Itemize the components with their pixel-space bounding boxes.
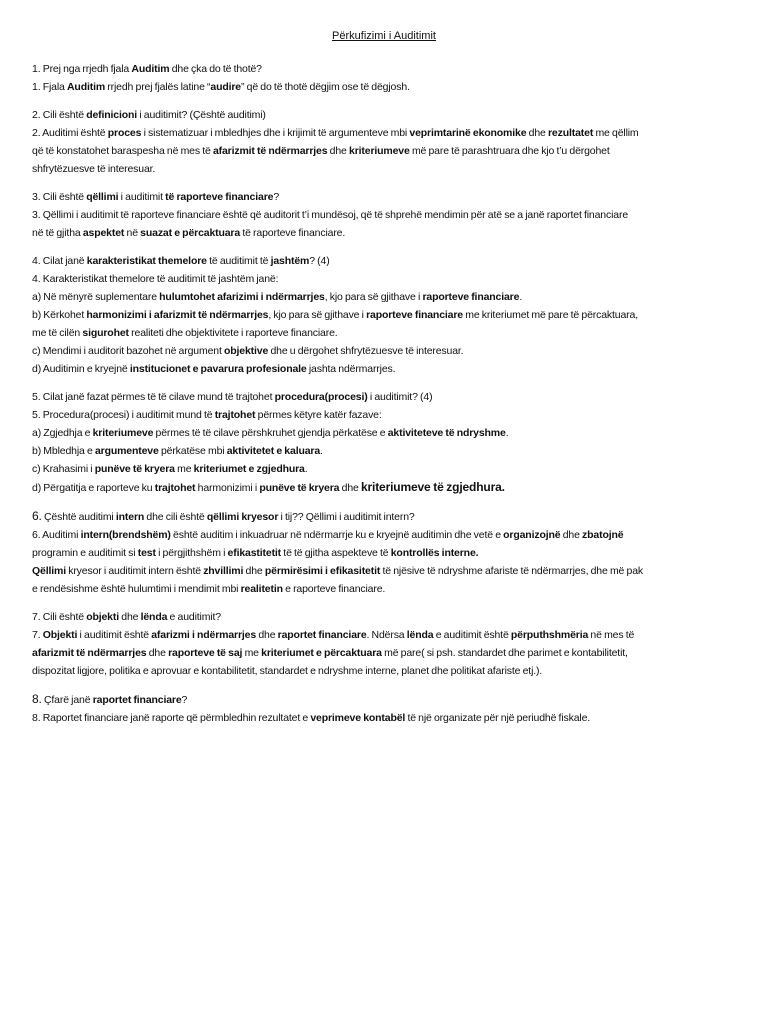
answer-line — [32, 526, 744, 544]
bold-term: aspektet — [82, 227, 125, 239]
question-line — [32, 388, 744, 406]
text-run: ? — [273, 191, 280, 203]
text-run: 3. Cili është — [32, 191, 87, 203]
answer-line — [32, 662, 744, 680]
text-run: 3. Qëllimi i auditimit të raporteve financiare është që auditorit t’i mundësoj, që të shprehë mendimin për atë se a janë raportet financiare — [32, 209, 629, 221]
bold-term: lënda — [140, 611, 168, 623]
text-run: 2. Auditimi është — [32, 127, 108, 139]
text-run: 7. — [32, 629, 43, 641]
text-run: . — [304, 463, 308, 475]
text-run: i auditimit është — [77, 629, 152, 641]
text-run: dhe — [339, 482, 361, 494]
text-run: dhe çka do të thotë? — [169, 63, 262, 75]
text-run: e auditimit? — [167, 611, 221, 623]
bold-term: definicioni — [86, 109, 138, 121]
bold-term: përmirësimi i efikasitetit — [264, 565, 381, 577]
bold-term: argumenteve — [94, 445, 159, 457]
text-run: 4. Karakteristikat themelore të auditimit të jashtëm janë: — [32, 273, 279, 285]
text-run: dhe — [118, 611, 141, 623]
bold-term: efikastitetit — [227, 547, 282, 559]
bold-term: përputhshmëria — [510, 629, 589, 641]
bold-term: raportet financiare — [277, 629, 367, 641]
text-run: 4. Cilat janë — [32, 255, 87, 267]
text-run: 6. — [32, 509, 42, 523]
bold-term: intern — [115, 511, 145, 523]
text-run: 7. Cili është — [32, 611, 87, 623]
text-run: shfrytëzuesve të interesuar. — [32, 163, 156, 175]
question-line — [32, 608, 744, 626]
text-run: programin e auditimit si — [32, 547, 138, 559]
text-run: dhe u dërgohet shfrytëzuesve të interesuar. — [268, 345, 464, 357]
text-run: i sistematizuar i mbledhjes dhe i krijimit të argumenteve mbi — [141, 127, 410, 139]
answer-line — [32, 124, 744, 142]
text-run: të auditimit të — [206, 255, 271, 267]
text-run: 5. Procedura(procesi) i auditimit mund të — [32, 409, 215, 421]
text-run: përkatëse mbi — [158, 445, 227, 457]
text-run: d) Auditimin e kryejnë — [32, 363, 130, 375]
text-run: në të gjitha — [32, 227, 83, 239]
answer-line — [32, 324, 744, 342]
text-run: që të konstatohet baraspesha në mes të — [32, 145, 213, 157]
text-run: ? (4) — [309, 255, 330, 267]
answer-line — [32, 424, 744, 442]
bold-term: sigurohet — [82, 327, 129, 339]
text-run: të njësive të ndryshme afariste të ndërmarrjes, dhe më pak — [380, 565, 643, 577]
qa-section — [32, 388, 744, 497]
text-run: . Ndërsa — [366, 629, 407, 641]
text-run: a) Zgjedhja e — [32, 427, 93, 439]
bold-term: raportet financiare — [92, 694, 182, 706]
answer-line — [32, 544, 744, 562]
qa-section — [32, 106, 744, 178]
text-run: c) Krahasimi i — [32, 463, 95, 475]
answer-line — [32, 160, 744, 178]
bold-term: proces — [107, 127, 142, 139]
bold-term: Qëllimi — [32, 565, 66, 577]
text-run: përmes këtyre katër fazave: — [255, 409, 382, 421]
bold-term: trajtohet — [214, 409, 256, 421]
text-run: me kriteriumet më pare të përcaktuara, — [462, 309, 638, 321]
text-run: a) Në mënyrë suplementare — [32, 291, 160, 303]
text-run: 2. Cili është — [32, 109, 87, 121]
text-run: 1. Fjala — [32, 81, 67, 93]
text-run: rrjedh prej fjalës latine “ — [105, 81, 211, 93]
answer-line — [32, 442, 744, 460]
bold-term: kriteriumeve — [92, 427, 154, 439]
bold-term: rezultatet — [548, 127, 594, 139]
bold-term: punëve të kryera — [259, 482, 340, 494]
bold-term: jashtëm — [270, 255, 310, 267]
text-run: e raporteve financiare. — [282, 583, 386, 595]
bold-term: audire — [210, 81, 242, 93]
answer-line — [32, 78, 744, 96]
text-run: , kjo para së gjithave i — [324, 291, 423, 303]
text-run: dhe — [243, 565, 265, 577]
qa-section — [32, 60, 744, 96]
bold-term: test — [137, 547, 156, 559]
question-line — [32, 690, 744, 709]
bold-term: intern(brendshëm) — [80, 529, 171, 541]
bold-term: Auditim — [131, 63, 170, 75]
answer-line — [32, 562, 744, 580]
document-body — [32, 60, 744, 737]
bold-term: aktivitetet e kaluara — [226, 445, 321, 457]
text-run: të raporteve financiare. — [240, 227, 346, 239]
bold-term: karakteristikat themelore — [86, 255, 207, 267]
text-run: në — [124, 227, 141, 239]
text-run: Çështë auditimi — [41, 511, 116, 523]
bold-term: raporteve të saj — [168, 647, 243, 659]
text-run: dhe — [327, 145, 350, 157]
text-run: i auditimit? (Çështë auditimi) — [137, 109, 266, 121]
answer-line — [32, 342, 744, 360]
text-run: 8. — [32, 692, 42, 706]
answer-line — [32, 360, 744, 378]
bold-term: qëllimi kryesor — [206, 511, 279, 523]
question-line — [32, 60, 744, 78]
bold-term: raporteve financiare — [366, 309, 463, 321]
bold-term: afarizmit të ndërmarrjes — [212, 145, 328, 157]
bold-term: Auditim — [67, 81, 106, 93]
bold-term: trajtohet — [154, 482, 196, 494]
text-run: kryesor i auditimit intern është — [65, 565, 204, 577]
bold-term: realitetin — [240, 583, 283, 595]
text-run: e rendësishme është hulumtimi i mendimit mbi — [32, 583, 241, 595]
text-run: përmes të të cilave përshkruhet gjendja përkatëse e — [153, 427, 388, 439]
text-run: me qëllim — [593, 127, 639, 139]
text-run: 1. Prej nga rrjedh fjala — [32, 63, 132, 75]
bold-term: afarizmit të ndërmarrjes — [32, 647, 147, 659]
answer-line — [32, 460, 744, 478]
bold-term: objektive — [224, 345, 269, 357]
qa-section — [32, 188, 744, 242]
answer-line — [32, 709, 744, 727]
text-run: më pare( si psh. standardet dhe parimet e kontabilitetit, — [381, 647, 628, 659]
text-run: i tij?? Qëllimi i auditimit intern? — [278, 511, 415, 523]
qa-section — [32, 252, 744, 378]
text-run: dhe — [146, 647, 169, 659]
text-run: i përgjithshëm i — [155, 547, 228, 559]
text-run: harmonizimi i — [195, 482, 260, 494]
bold-term: organizojnë — [503, 529, 561, 541]
question-line — [32, 106, 744, 124]
answer-line — [32, 306, 744, 324]
bold-term: zhvillimi — [203, 565, 244, 577]
answer-line — [32, 270, 744, 288]
text-run: i auditimit? (4) — [367, 391, 433, 403]
text-run: b) Kërkohet — [32, 309, 87, 321]
bold-term: kriteriumeve të zgjedhura. — [360, 480, 505, 494]
bold-term: harmonizimi i afarizmit të ndërmarrjes — [86, 309, 269, 321]
text-run: . — [320, 445, 323, 457]
bold-term: lënda — [406, 629, 434, 641]
text-run: në mes të — [588, 629, 635, 641]
answer-line — [32, 224, 744, 242]
bold-term: institucionet e pavarura profesionale — [129, 363, 307, 375]
bold-term: kriteriumet e përcaktuara — [261, 647, 382, 659]
bold-term: aktiviteteve të ndryshme — [387, 427, 506, 439]
bold-term: kontrollës interne. — [390, 547, 479, 559]
answer-line — [32, 644, 744, 662]
text-run: të një organizate për një periudhë fiskale. — [405, 712, 591, 724]
bold-term: objekti — [86, 611, 119, 623]
text-run: 8. Raportet financiare janë raporte që përmbledhin rezultatet e — [32, 712, 311, 724]
bold-term: veprimeve kontabël — [310, 712, 406, 724]
answer-line — [32, 206, 744, 224]
answer-line — [32, 288, 744, 306]
text-run: Çfarë janë — [41, 694, 93, 706]
text-run: i auditimit — [118, 191, 166, 203]
text-run: me të cilën — [32, 327, 83, 339]
text-run: e auditimit është — [433, 629, 511, 641]
qa-section — [32, 507, 744, 598]
text-run: dhe cili është — [144, 511, 207, 523]
question-line — [32, 188, 744, 206]
text-run: . — [505, 427, 509, 439]
text-run: ” që do të thotë dëgjim ose të dëgjosh. — [241, 81, 410, 93]
bold-term: hulumtohet afarizimi i ndërmarrjes — [159, 291, 325, 303]
text-run: d) Përgatitja e raporteve ku — [32, 482, 155, 494]
bold-term: afarizmi i ndërmarrjes — [151, 629, 257, 641]
bold-term: raporteve financiare — [422, 291, 520, 303]
bold-term: të raporteve financiare — [165, 191, 274, 203]
answer-line — [32, 406, 744, 424]
text-run: realiteti dhe objektivitete i raporteve financiare. — [128, 327, 338, 339]
bold-term: procedura(procesi) — [274, 391, 368, 403]
text-run: 5. Cilat janë fazat përmes të të cilave mund të trajtohet — [32, 391, 275, 403]
text-run: dispozitat ligjore, politika e aprovuar e kontabilitetit, standardet e ndryshme interne, planet dhe politikat afariste etj.). — [32, 665, 543, 677]
text-run: dhe — [560, 529, 583, 541]
answer-line — [32, 142, 744, 160]
text-run: me — [174, 463, 194, 475]
text-run: dhe — [256, 629, 278, 641]
answer-line — [32, 626, 744, 644]
text-run: më pare të parashtruara dhe kjo t’u dërgohet — [409, 145, 610, 157]
bold-term: kriteriumet e zgjedhura — [193, 463, 305, 475]
bold-term: qëllimi — [86, 191, 119, 203]
text-run: , kjo para së gjithave i — [268, 309, 367, 321]
text-run: të të gjitha aspekteve të — [281, 547, 391, 559]
bold-term: veprimtarinë ekonomike — [409, 127, 527, 139]
text-run: 6. Auditimi — [32, 529, 81, 541]
question-line — [32, 507, 744, 526]
question-line — [32, 252, 744, 270]
qa-section — [32, 608, 744, 680]
bold-term: zbatojnë — [582, 529, 624, 541]
bold-term: suazat e përcaktuara — [140, 227, 241, 239]
text-run: me — [242, 647, 262, 659]
text-run: b) Mbledhja e — [32, 445, 95, 457]
bold-term: punëve të kryera — [94, 463, 175, 475]
bold-term: Objekti — [42, 629, 78, 641]
text-run: dhe — [526, 127, 548, 139]
answer-line — [32, 478, 744, 497]
qa-section — [32, 690, 744, 727]
text-run: . — [519, 291, 523, 303]
document-title: Përkufizimi i Auditimit — [332, 30, 436, 42]
text-run: ? — [181, 694, 188, 706]
text-run: c) Mendimi i auditorit bazohet në argument — [32, 345, 224, 357]
bold-term: kriteriumeve — [349, 145, 410, 157]
text-run: është auditim i inkuadruar në ndërmarrje ku e kryejnë auditimin dhe vetë e — [170, 529, 504, 541]
answer-line — [32, 580, 744, 598]
text-run: jashta ndërmarrjes. — [306, 363, 396, 375]
